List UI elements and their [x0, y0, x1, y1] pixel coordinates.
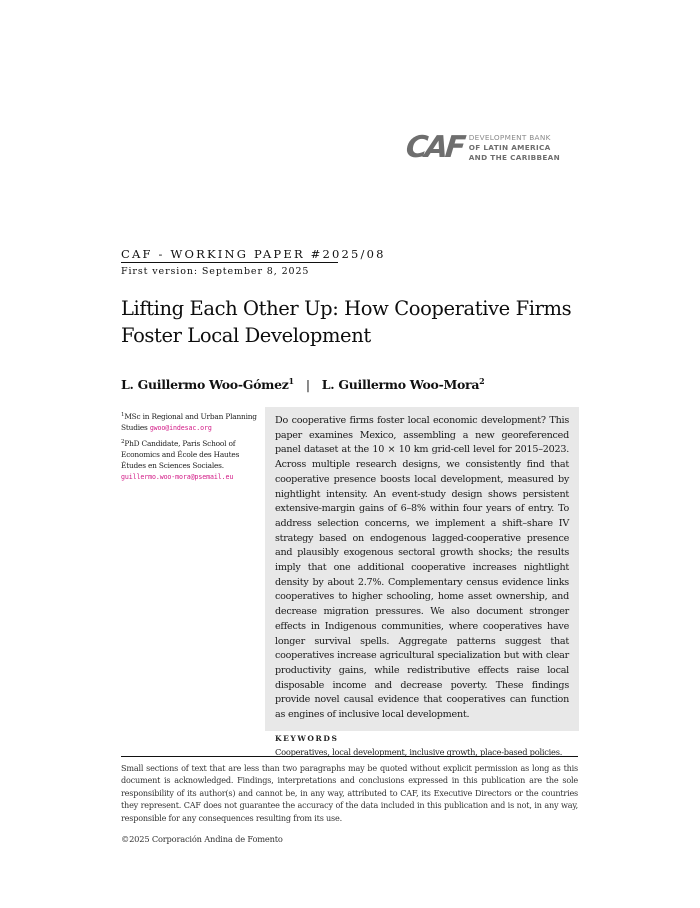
disclaimer-text: Small sections of text that are less than two paragraphs may be quoted without explicit permission as long as this document is acknowledged. Findings, interpretations and conclusions expressed in this publication are the sole responsibility of its author(s) and cannot be, in any way, attributed to CAF, its Executive Directors or the countries they represent. CAF does not guarantee the accuracy of the data included in this publication and is not, in any way, responsible for any consequences resulting from its use. — [121, 763, 578, 823]
copyright-notice: ©2025 Corporación Andina de Fomento — [121, 834, 283, 844]
author-line — [121, 376, 484, 392]
working-paper-series: CAF - WORKING PAPER #2025/08 — [121, 247, 386, 261]
caf-logo-mark: CAF — [404, 130, 465, 165]
email-link[interactable]: guillermo.woo-mora@psemail.eu — [121, 473, 234, 481]
keywords-text: Cooperatives, local development, inclusive growth, place-based policies. — [275, 746, 563, 757]
footer-divider — [121, 756, 578, 757]
caf-logo — [406, 132, 560, 164]
affiliation-2 — [121, 437, 261, 483]
logo-line-1: DEVELOPMENT BANK — [468, 133, 551, 142]
logo-line-3: AND THE CARIBBEAN — [468, 153, 560, 162]
author-separator: | — [305, 377, 310, 392]
version-date: First version: September 8, 2025 — [121, 266, 310, 277]
author-1 — [121, 377, 294, 392]
affiliation-mark: 1 — [121, 412, 125, 418]
affiliation-text: PhD Candidate, Paris School of Economics and École des Hautes Études en Sciences Sociales. — [121, 439, 240, 470]
affiliation-1 — [121, 410, 261, 434]
affiliation-mark: 2 — [121, 439, 125, 445]
author-mark: 2 — [479, 376, 485, 386]
abstract-text: Do cooperative firms foster local economic development? This paper examines Mexico, assembling a new georeferenced panel dataset at the 10 × 10 km grid-cell level for 2015–2023. Across multiple research designs, we consistently find that cooperative presence boosts local development, measured by nightlight intensity. An event-study design shows persistent extensive-margin gains of 6–8% within four years of entry. To address selection concerns, we implement a shift–share IV strategy based on endogenous lagged-cooperative presence and plausibly exogenous sectoral growth shocks; the results imply that one additional cooperative increases nightlight density by about 2.7%. Complementary census evidence links cooperatives to higher schooling, home asset ownership, and decrease migration pressures. We also document stronger effects in Indigenous communities, where cooperatives have longer survival spells. Aggregate patterns suggest that cooperatives increase agricultural specialization but with clear productivity gains, while redistributive effects raise local disposable income and decrease poverty. These findings provide novel causal evidence that cooperatives can function as engines of inclusive local development. — [275, 415, 569, 721]
author-name: L. Guillermo Woo-Mora — [321, 377, 480, 392]
affiliation-text: MSc in Regional and Urban Planning Studies — [121, 412, 257, 432]
keywords-heading: KEYWORDS — [275, 733, 339, 743]
author-mark: 1 — [288, 376, 294, 386]
abstract-box — [265, 407, 579, 757]
caf-logo-text — [469, 133, 560, 163]
paper-title: Lifting Each Other Up: How Cooperative Firms Foster Local Development — [121, 297, 572, 347]
logo-line-2: OF LATIN AMERICA — [468, 143, 551, 152]
affiliations — [121, 410, 261, 486]
author-2 — [322, 377, 485, 392]
email-link[interactable]: gwoo@indesac.org — [149, 424, 212, 432]
author-name: L. Guillermo Woo-Gómez — [121, 377, 289, 392]
